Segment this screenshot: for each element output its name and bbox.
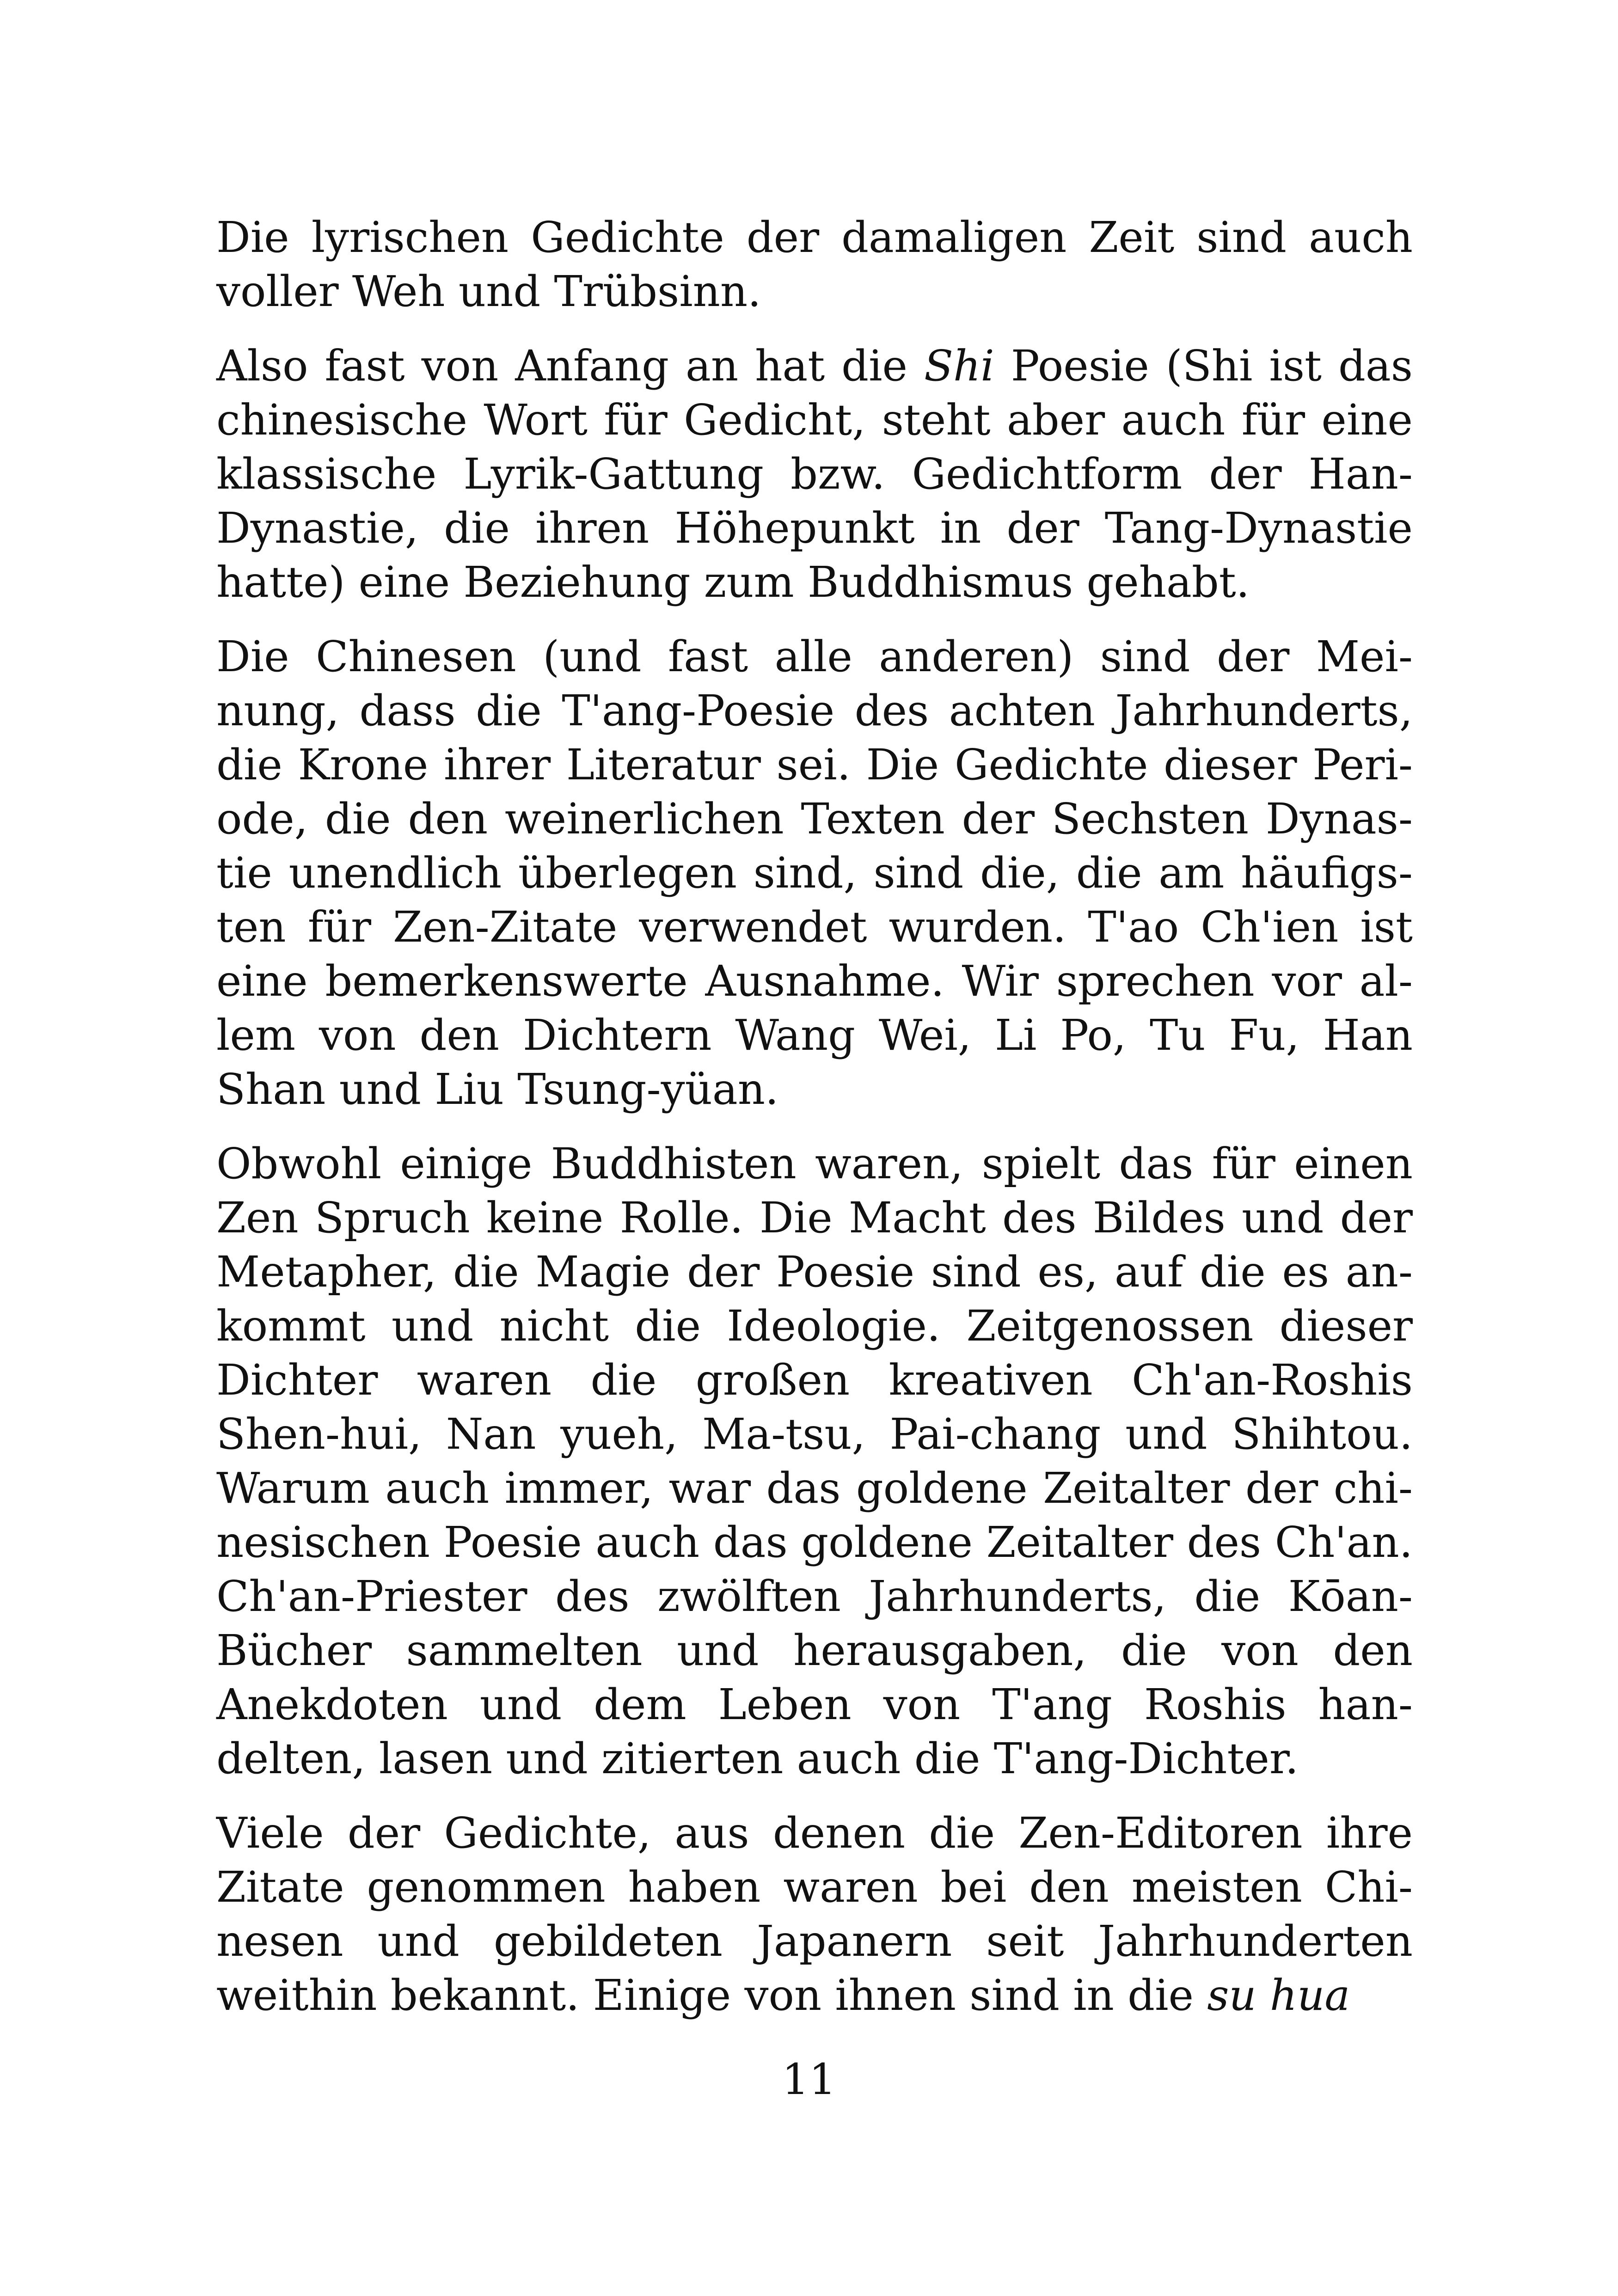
paragraph-4 — [216, 1137, 1413, 1786]
paragraph-5 — [216, 1806, 1413, 2022]
page-number: 11 — [782, 2055, 836, 2104]
paragraph-1-text: Die lyrischen Gedichte der damaligen Zeit sind auch voller Weh und Trübsinn. — [216, 213, 1413, 316]
paragraph-5-italic-term: su hua — [1207, 1971, 1350, 2020]
paragraph-5-text: Viele der Gedichte, aus denen die Zen-Editoren ihre Zitate genommen haben waren bei den meisten Chinesen und gebildeten Japanern seit Jahrhunderten weithin bekannt. Einige von ihnen sind in die — [216, 1808, 1413, 2020]
paragraph-2 — [216, 339, 1413, 609]
paragraph-1 — [216, 210, 1413, 318]
paragraph-4-text: Obwohl einige Buddhisten waren, spielt das für einen Zen Spruch keine Rolle. Die Macht des Bildes und der Metapher, die Magie der Poesie sind es, auf die es ankommt und nicht die Ideologie. Zeitgenossen dieser Dichter waren die großen kreativen Ch'an-Roshis Shen-hui, Nan yueh, Ma-tsu, Pai-chang und Shihtou. Warum auch immer, war das goldene Zeitalter der chinesischen Poesie auch das goldene Zeitalter des Ch'an. Ch'an-Priester des zwölften Jahrhunderts, die Kōan-Bücher sammelten und herausgaben, die von den Anekdoten und dem Leben von T'ang Roshis handelten, lasen und zitierten auch die T'ang-Dichter. — [216, 1139, 1413, 1783]
paragraph-3-text: Die Chinesen (und fast alle anderen) sind der Meinung, dass die T'ang-Poesie des achten Jahrhunderts, die Krone ihrer Literatur sei. Die Gedichte dieser Periode, die den weinerlichen Texten der Sechsten Dynastie unendlich überlegen sind, sind die, die am häufigsten für Zen-Zitate verwendet wurden. T'ao Ch'ien ist eine bemerkenswerte Ausnahme. Wir sprechen vor allem von den Dichtern Wang Wei, Li Po, Tu Fu, Han Shan und Liu Tsung-yüan. — [216, 632, 1413, 1114]
paragraph-3 — [216, 630, 1413, 1116]
paragraph-2-text-b: Poesie (Shi ist das chinesische Wort für Gedicht, steht aber auch für eine klassische Lyrik-Gattung bzw. Gedichtform der Han-Dynastie, die ihren Höhepunkt in der Tang-Dynastie hatte) eine Beziehung zum Buddhismus gehabt. — [216, 341, 1413, 607]
paragraph-2-text-a: Also fast von Anfang an hat die — [216, 341, 924, 391]
paragraph-2-italic-term: Shi — [924, 341, 994, 391]
body-text — [216, 210, 1413, 2043]
